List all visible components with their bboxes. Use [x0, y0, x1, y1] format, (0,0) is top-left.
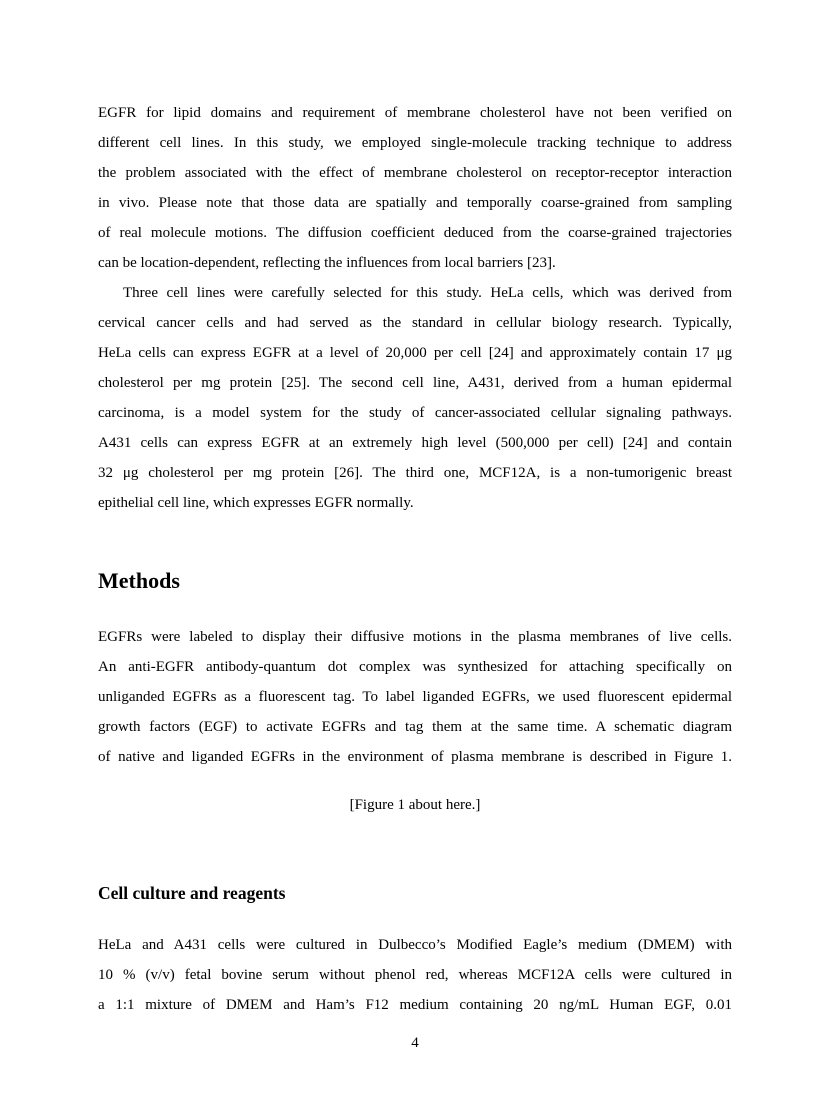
paragraph-intro — [98, 98, 732, 278]
text-line: An anti-EGFR antibody-quantum dot complex was synthesized for attaching specifically on — [98, 659, 732, 675]
text-line: EGFR for lipid domains and requirement of membrane cholesterol have not been verified on — [98, 105, 732, 121]
text-line: a 1:1 mixture of DMEM and Ham’s F12 medium containing 20 ng/mL Human EGF, 0.01 — [98, 997, 732, 1013]
text-line: 10 % (v/v) fetal bovine serum without phenol red, whereas MCF12A cells were cultured in — [98, 967, 732, 983]
text-line: unliganded EGFRs as a fluorescent tag. To label liganded EGFRs, we used fluorescent epidermal — [98, 689, 732, 705]
text-line: HeLa cells can express EGFR at a level of 20,000 per cell [24] and approximately contain 17 μg — [98, 345, 732, 361]
text-line: epithelial cell line, which expresses EGFR normally. — [98, 495, 414, 511]
text-line: A431 cells can express EGFR at an extremely high level (500,000 per cell) [24] and contain — [98, 435, 732, 451]
text-line: in vivo. Please note that those data are spatially and temporally coarse-grained from sampling — [98, 195, 732, 211]
text-line: the problem associated with the effect of membrane cholesterol on receptor-receptor interaction — [98, 165, 732, 181]
text-line: can be location-dependent, reflecting the influences from local barriers [23]. — [98, 255, 556, 271]
paragraph-cell-culture-body — [98, 930, 732, 1020]
text-line: Three cell lines were carefully selected for this study. HeLa cells, which was derived from — [123, 285, 732, 301]
page-body — [98, 98, 732, 1058]
text-line: different cell lines. In this study, we employed single-molecule tracking technique to address — [98, 135, 732, 151]
text-line: of real molecule motions. The diffusion coefficient deduced from the coarse-grained trajectories — [98, 225, 732, 241]
subsection-heading-cell-culture: Cell culture and reagents — [98, 883, 286, 903]
page-number: 4 — [411, 1035, 419, 1051]
text-line: 32 μg cholesterol per mg protein [26]. The third one, MCF12A, is a non-tumorigenic breast — [98, 465, 732, 481]
figure-placeholder: [Figure 1 about here.] — [349, 797, 481, 813]
text-line: HeLa and A431 cells were cultured in Dulbecco’s Modified Eagle’s medium (DMEM) with — [98, 937, 732, 953]
paragraph-methods-intro — [98, 622, 732, 772]
text-line: growth factors (EGF) to activate EGFRs and tag them at the same time. A schematic diagram — [98, 719, 732, 735]
text-line: EGFRs were labeled to display their diffusive motions in the plasma membranes of live cells. — [98, 629, 732, 645]
paragraph-cell-lines — [98, 278, 732, 518]
text-line: carcinoma, is a model system for the study of cancer-associated cellular signaling pathways. — [98, 405, 732, 421]
text-line: of native and liganded EGFRs in the environment of plasma membrane is described in Figure 1. — [98, 749, 732, 765]
section-heading-methods: Methods — [98, 568, 180, 593]
text-line: cholesterol per mg protein [25]. The second cell line, A431, derived from a human epidermal — [98, 375, 732, 391]
text-line: cervical cancer cells and had served as the standard in cellular biology research. Typically, — [98, 315, 732, 331]
